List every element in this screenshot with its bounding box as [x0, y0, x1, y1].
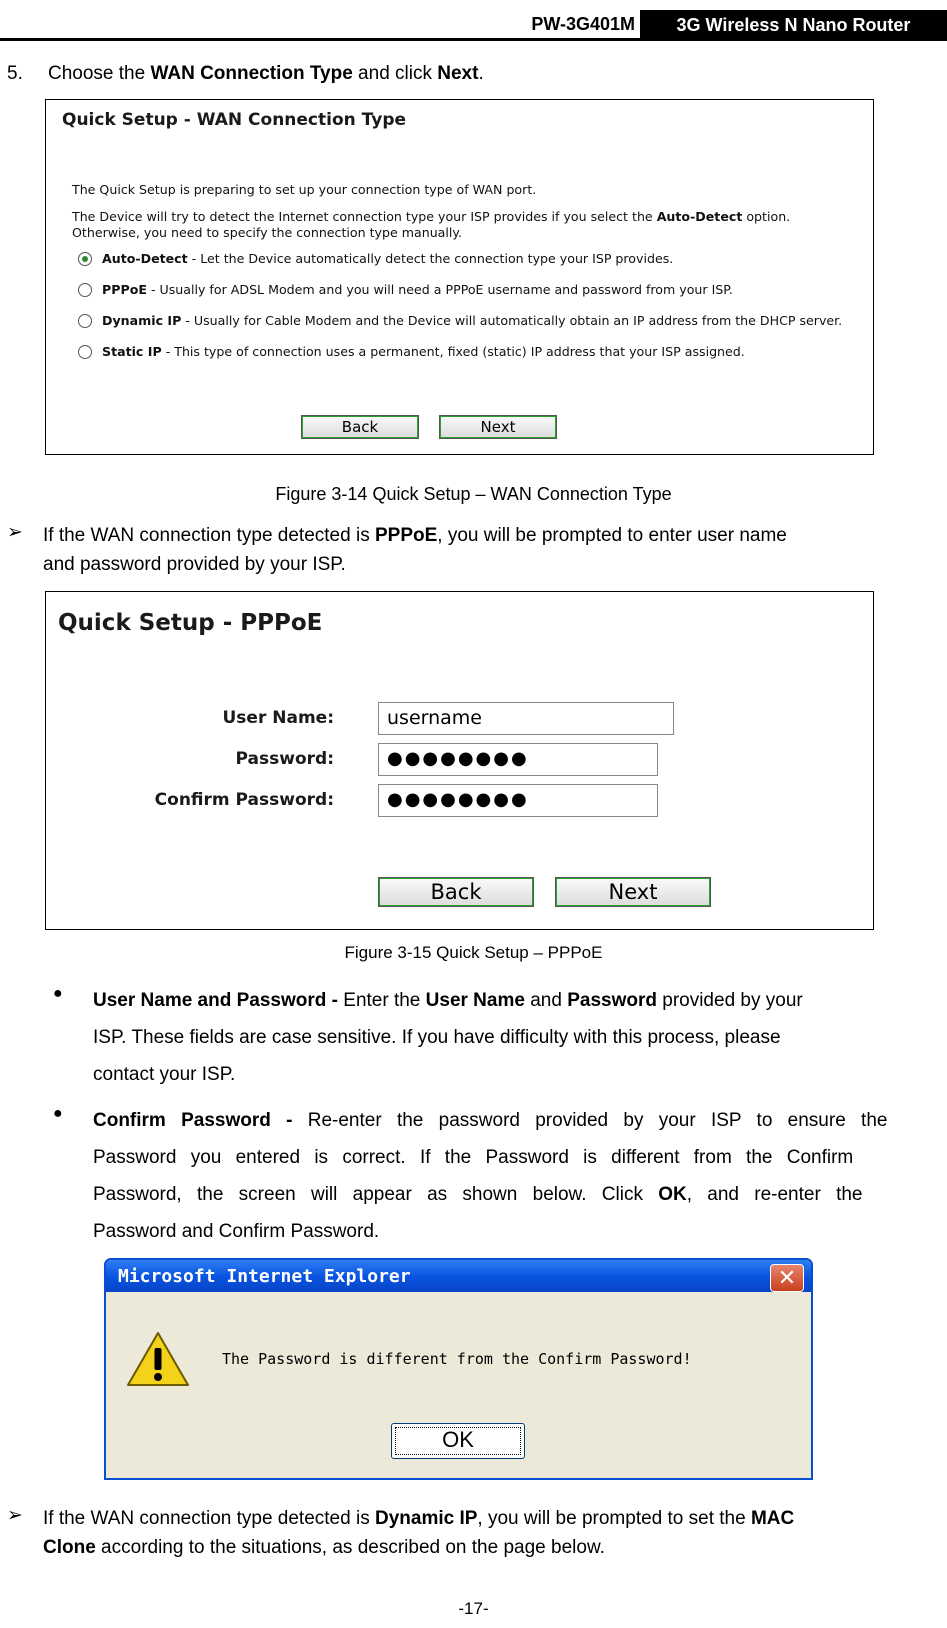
pppoe-screenshot — [45, 591, 874, 930]
pppoe-back-button[interactable] — [378, 877, 534, 907]
option-pppoe[interactable]: PPPoE - Usually for ADSL Modem and you will need a PPPoE username and password from your ISP. — [78, 281, 733, 299]
wan-setup-title: Quick Setup - WAN Connection Type — [62, 110, 407, 130]
page-number: -17- — [458, 1599, 489, 1618]
back-button[interactable] — [301, 415, 419, 439]
option-static-ip[interactable]: Static IP - This type of connection uses a permanent, fixed (static) IP address that your ISP assigned. — [78, 343, 745, 361]
wan-connection-type-screenshot — [45, 99, 874, 455]
bullet-dot-icon: ● — [53, 985, 63, 1002]
close-icon[interactable]: ✕ — [770, 1264, 804, 1292]
dialog-message: The Password is different from the Confirm Password! — [222, 1350, 692, 1368]
header-model: PW-3G401M — [531, 14, 635, 34]
next-button-label: Next — [440, 416, 556, 438]
bullet-dot-icon: ● — [53, 1105, 63, 1122]
figure-3-14-caption: Figure 3-14 Quick Setup – WAN Connection Type — [275, 484, 672, 504]
arrow-bullet-icon: ➢ — [7, 522, 23, 543]
ok-button[interactable] — [391, 1423, 525, 1459]
user-name-input[interactable]: username — [378, 702, 674, 735]
option-dynamic-ip[interactable]: Dynamic IP - Usually for Cable Modem and the Device will automatically obtain an IP address from the DHCP server. — [78, 312, 842, 330]
radio-dynamic-ip[interactable] — [78, 314, 92, 328]
wan-setup-detect-text: The Device will try to detect the Internet connection type your ISP provides if you select the Auto-Detect option. — [72, 209, 791, 224]
step-5-text: Choose the WAN Connection Type and click Next. — [48, 63, 484, 84]
dynamic-ip-intro-line2: Clone according to the situations, as described on the page below. — [43, 1537, 605, 1558]
radio-auto-detect[interactable] — [78, 252, 92, 266]
pppoe-next-button[interactable] — [555, 877, 711, 907]
dynamic-ip-intro-line1: If the WAN connection type detected is Dynamic IP, you will be prompted to set the MAC — [43, 1508, 795, 1529]
ie-alert-dialog — [104, 1258, 813, 1480]
wan-setup-intro: The Quick Setup is preparing to set up your connection type of WAN port. — [72, 182, 537, 197]
step-number: 5. — [7, 63, 23, 84]
figure-3-15-caption: Figure 3-15 Quick Setup – PPPoE — [344, 943, 603, 962]
arrow-bullet-icon: ➢ — [7, 1505, 23, 1526]
ok-label: OK — [442, 1427, 474, 1452]
header-rule — [0, 38, 947, 41]
pppoe-intro-line1: If the WAN connection type detected is PPPoE, you will be prompted to enter user name — [43, 525, 787, 546]
ok-focus-ring — [395, 1427, 521, 1455]
radio-pppoe[interactable] — [78, 283, 92, 297]
password-input[interactable]: ●●●●●●●● — [378, 743, 658, 776]
wan-setup-manual-text: Otherwise, you need to specify the connection type manually. — [72, 225, 463, 240]
warning-icon — [126, 1330, 190, 1388]
user-name-password-bullet: User Name and Password - Enter the User Name and Password provided by your ISP. These fields are case sensitive. If you have difficulty with this process, please contact your ISP. — [93, 990, 803, 1085]
option-auto-detect[interactable]: Auto-Detect - Let the Device automatically detect the connection type your ISP provides. — [78, 250, 673, 268]
user-name-label: User Name: — [222, 708, 334, 728]
back-button-label: Back — [302, 416, 418, 438]
pppoe-back-label: Back — [379, 878, 533, 906]
pppoe-intro-line2: and password provided by your ISP. — [43, 554, 346, 575]
pppoe-next-label: Next — [556, 878, 710, 906]
confirm-password-bullet: Confirm Password - Re-enter the password provided by your ISP to ensure the Password you entered is correct. If the Password is different from the Confirm Password, the screen will appear as shown below. Click OK, and re-enter the Password and Confirm Password. — [93, 1110, 888, 1242]
confirm-password-input[interactable]: ●●●●●●●● — [378, 784, 658, 817]
pppoe-setup-title: Quick Setup - PPPoE — [58, 610, 323, 636]
header-product: 3G Wireless N Nano Router — [640, 10, 947, 40]
radio-static-ip[interactable] — [78, 345, 92, 359]
dialog-title: Microsoft Internet Explorer — [118, 1266, 411, 1287]
password-label: Password: — [235, 749, 334, 769]
confirm-password-label: Confirm Password: — [154, 790, 334, 810]
next-button[interactable] — [439, 415, 557, 439]
